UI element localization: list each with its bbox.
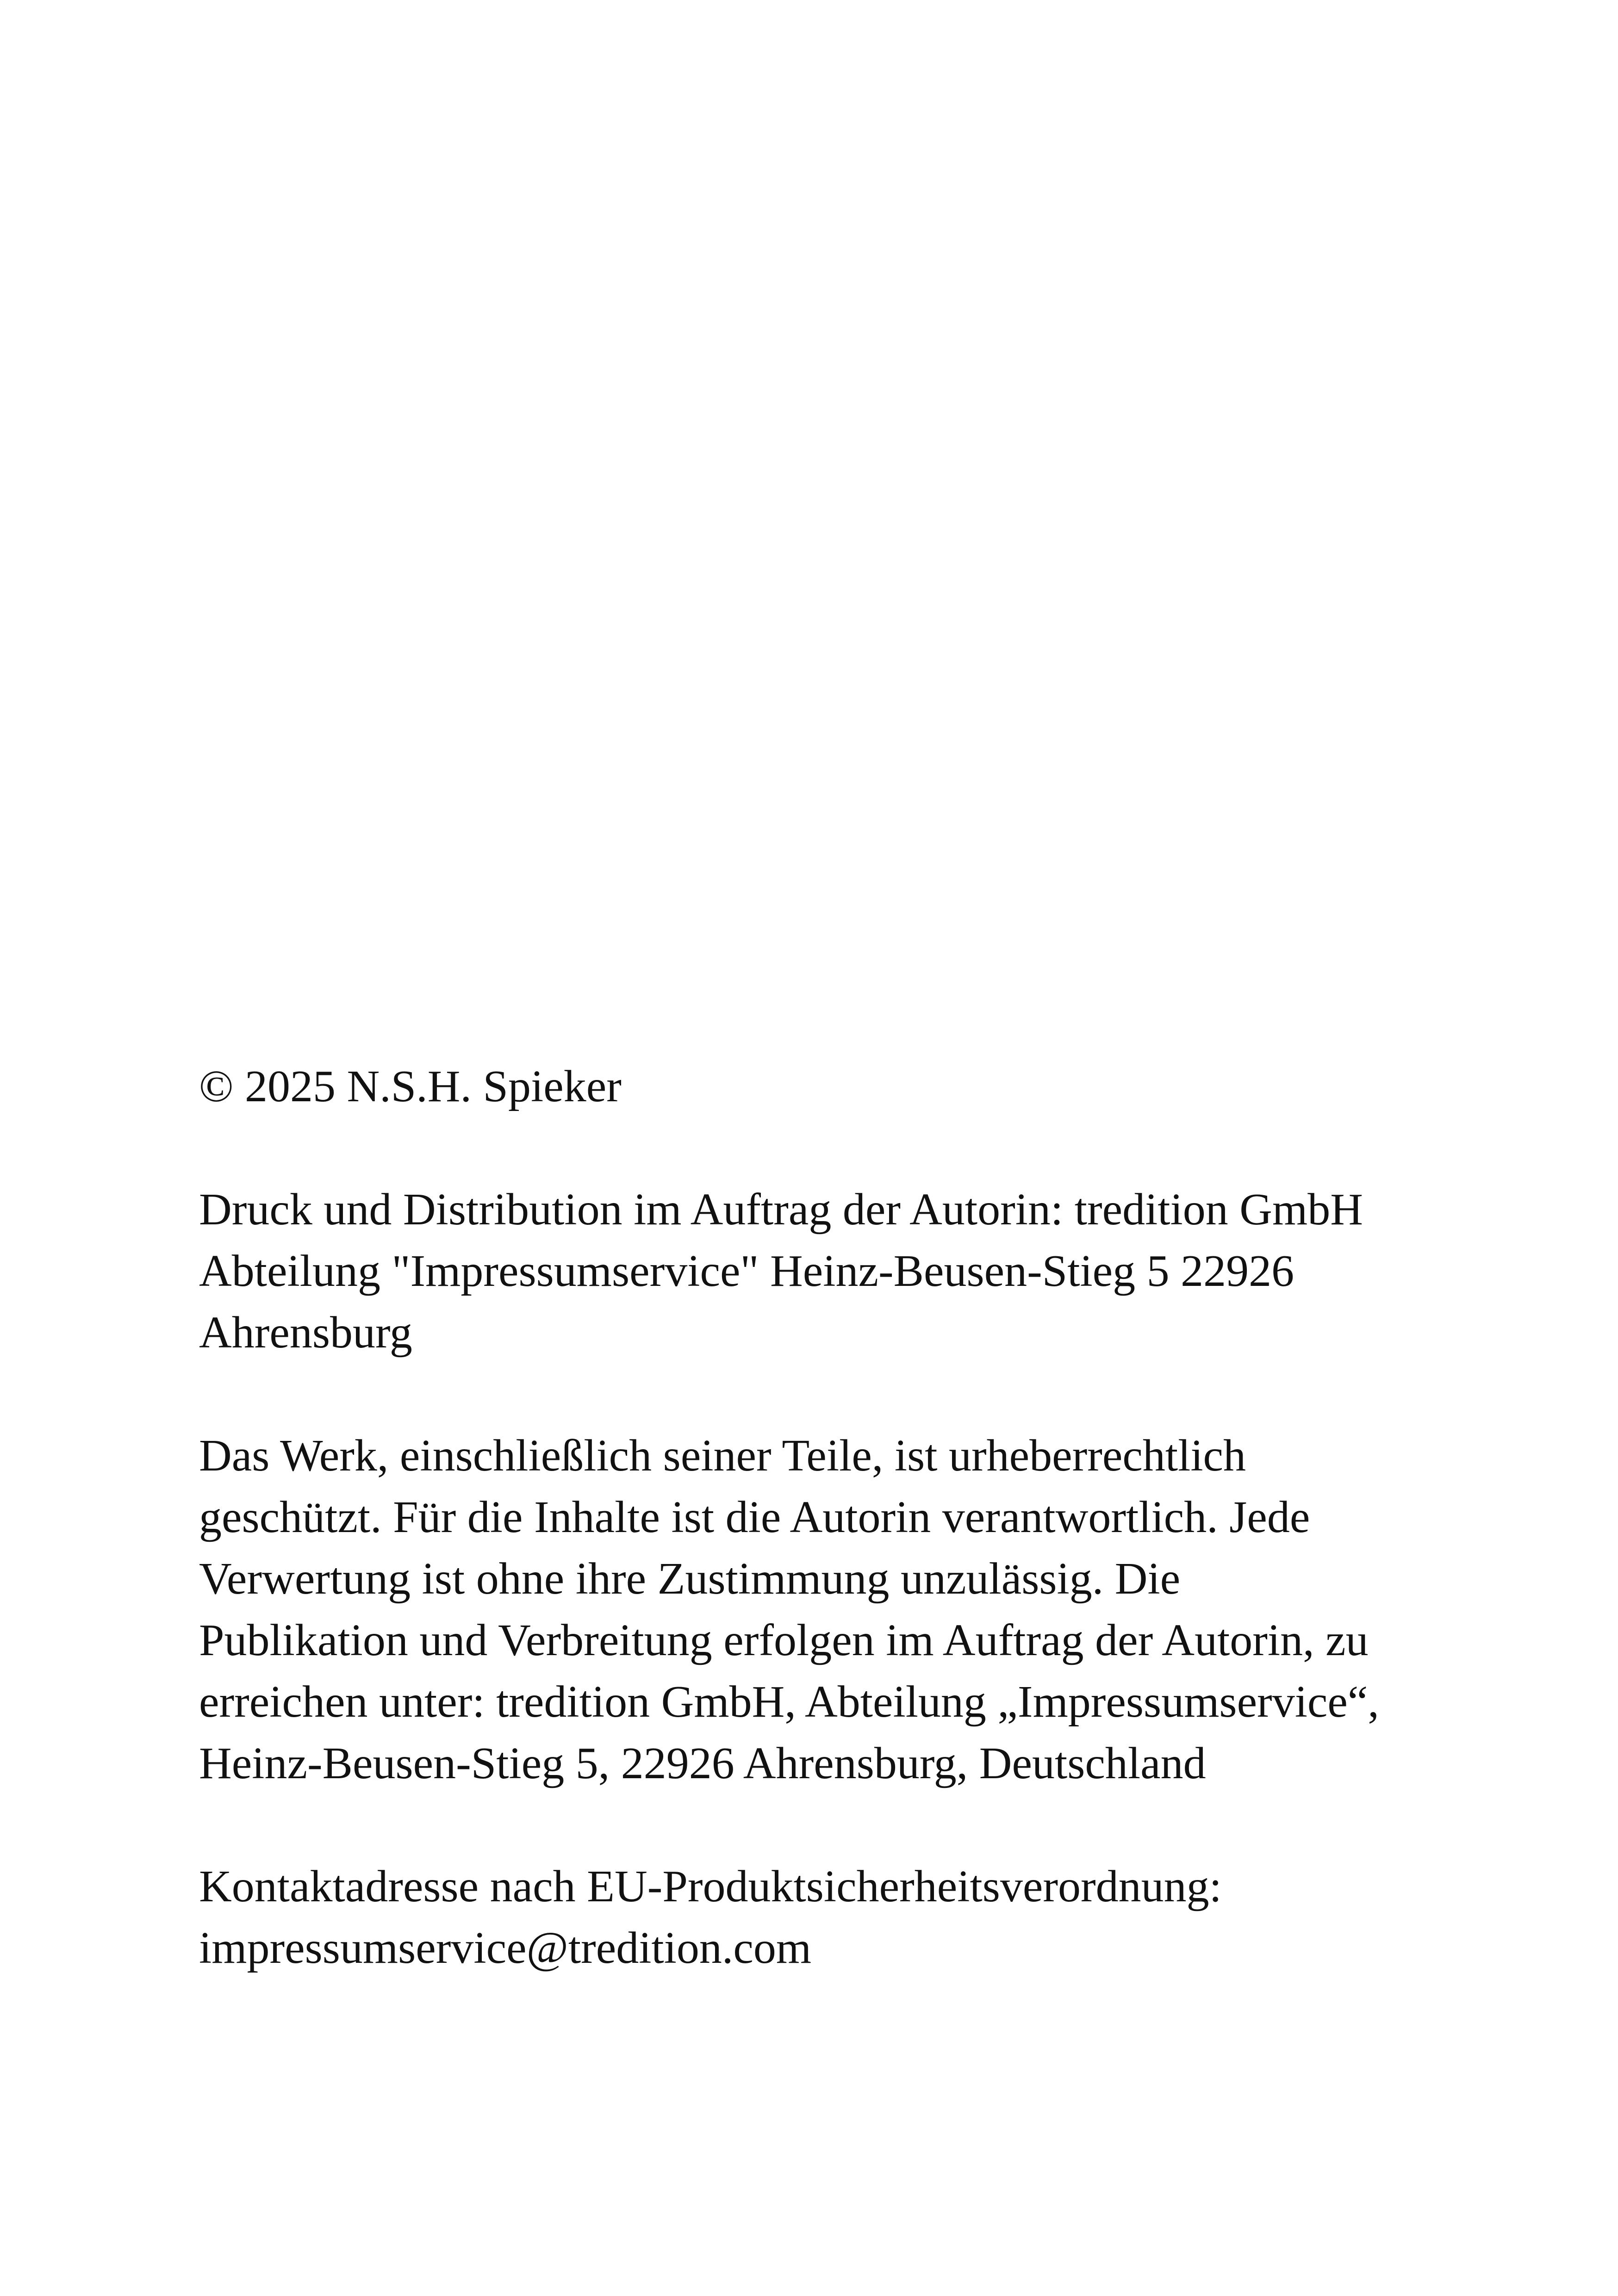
distribution-line: Ahrensburg: [199, 1308, 412, 1358]
contact-paragraph: [199, 1856, 1495, 1979]
rights-line: geschützt. Für die Inhalte ist die Autorin verantwortlich. Jede: [199, 1492, 1310, 1542]
rights-line: Das Werk, einschließlich seiner Teile, ist urheberrechtlich: [199, 1431, 1246, 1481]
paragraph-gap: [199, 1117, 1495, 1179]
contact-email: impressumservice@tredition.com: [199, 1923, 812, 1973]
distribution-line: Abteilung "Impressumservice" Heinz-Beusen-Stieg 5 22926: [199, 1246, 1294, 1296]
paragraph-gap: [199, 1794, 1495, 1856]
paragraph-gap: [199, 1364, 1495, 1425]
rights-line: Heinz-Beusen-Stieg 5, 22926 Ahrensburg, Deutschland: [199, 1738, 1206, 1788]
imprint-text: [199, 1056, 1495, 1979]
rights-line: Publikation und Verbreitung erfolgen im Auftrag der Autorin, zu: [199, 1615, 1369, 1665]
distribution-paragraph: [199, 1179, 1495, 1364]
rights-paragraph: [199, 1425, 1495, 1794]
rights-line: Verwertung ist ohne ihre Zustimmung unzulässig. Die: [199, 1554, 1181, 1604]
contact-label: Kontaktadresse nach EU-Produktsicherheitsverordnung:: [199, 1862, 1222, 1911]
distribution-line: Druck und Distribution im Auftrag der Autorin: tredition GmbH: [199, 1185, 1363, 1235]
copyright-line: © 2025 N.S.H. Spieker: [199, 1061, 622, 1111]
rights-line: erreichen unter: tredition GmbH, Abteilung „Impressumservice“,: [199, 1677, 1379, 1727]
